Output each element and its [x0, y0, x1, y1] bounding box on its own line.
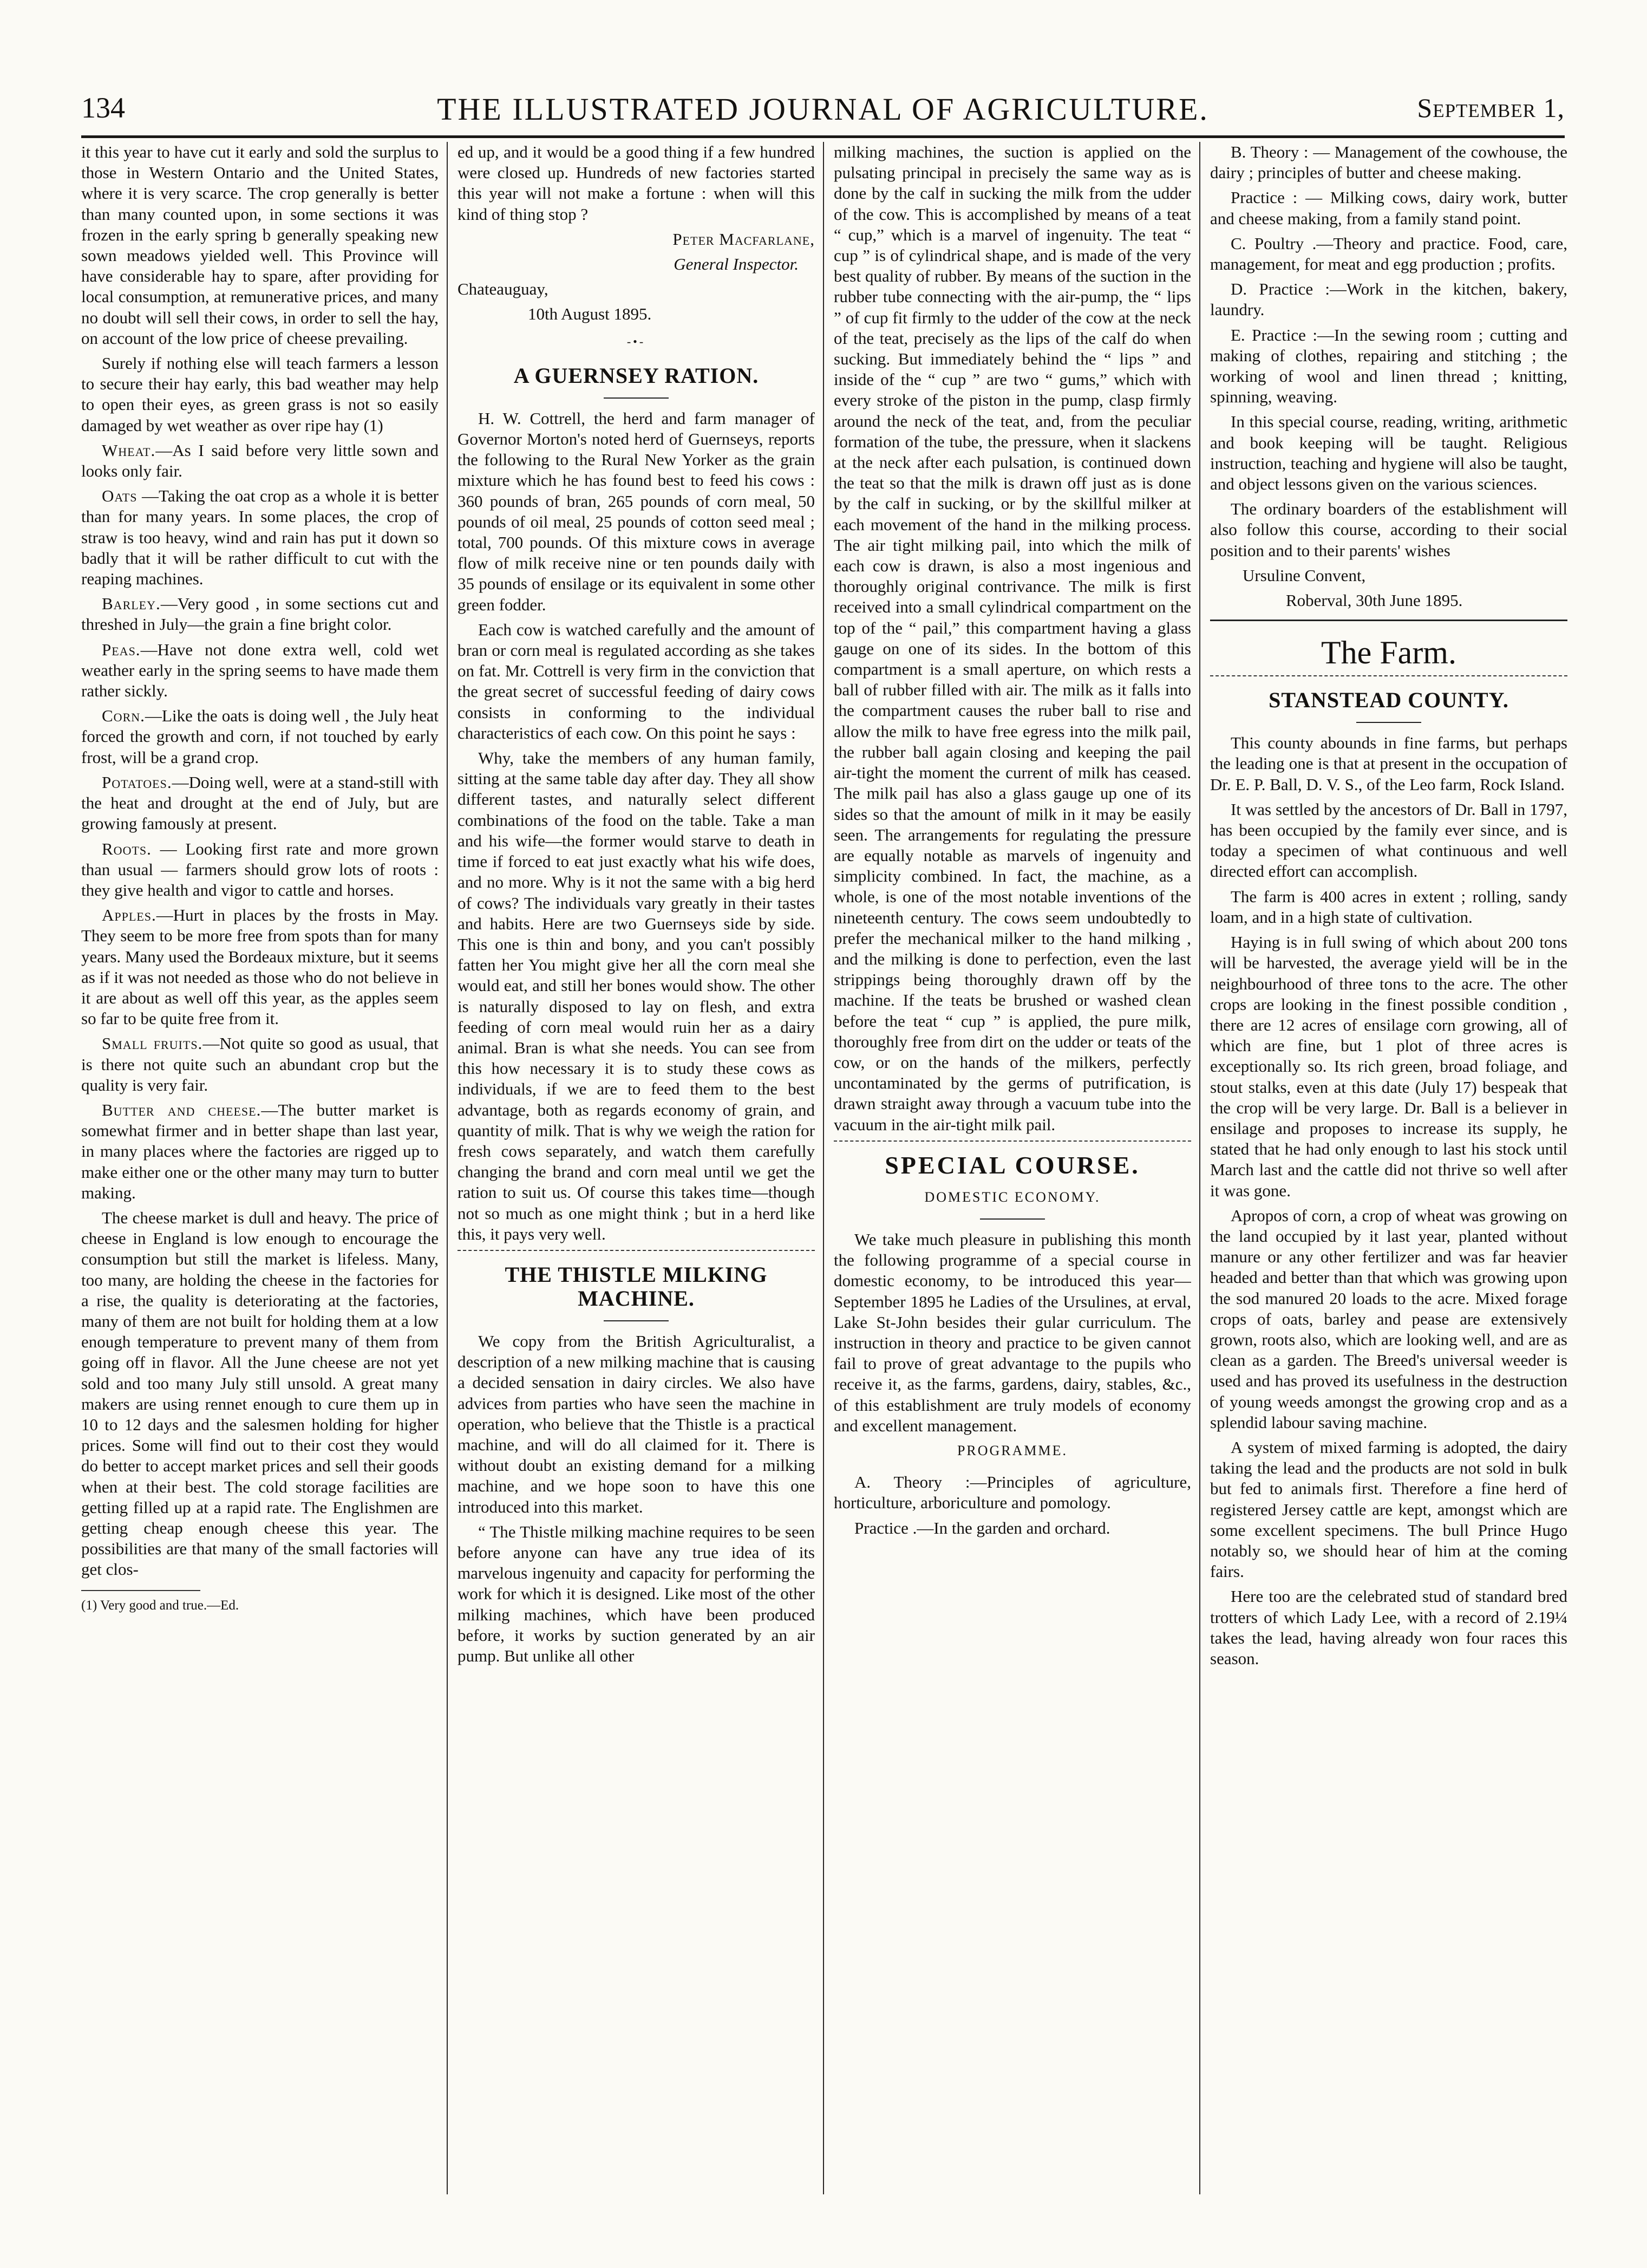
- crop-label: Wheat.: [102, 440, 156, 460]
- dateline-place: Chateauguay,: [458, 279, 548, 299]
- column-3: [834, 142, 1191, 2200]
- signature-place: Ursuline Convent,: [1243, 565, 1366, 585]
- paragraph: Surely if nothing else will teach farmers a lesson to secure their hay early, this bad weather may help to open their eyes, as green grass is not so easily damaged by wet weather as over ripe hay (1): [81, 354, 439, 435]
- separator-ornament: -•-: [626, 334, 646, 348]
- article-heading: THE THISTLE MILKING MACHINE.: [505, 1262, 768, 1311]
- crop-label: Potatoes.: [102, 772, 172, 792]
- crop-label: Small fruits.: [102, 1034, 203, 1053]
- crop-label: Peas.: [102, 640, 141, 659]
- section-heading: The Farm.: [1321, 635, 1456, 671]
- crop-label: Corn.: [102, 706, 145, 726]
- paragraph: This county abounds in fine farms, but perhaps the leading one is that at present in the occupation of Dr. E. P. Ball, D. V. S., of the Leo farm, Rock Island.: [1210, 733, 1567, 794]
- footnote: (1) Very good and true.—Ed.: [81, 1598, 239, 1613]
- paragraph: A system of mixed farming is adopted, the dairy taking the lead and the products are not sold in bulk but fed to animals first. Therefore a fine herd of registered Jersey cattle are kept, amongst which are some excellent specimens. The bull Prince Hugo notably so, we should hear of him at the coming fairs.: [1210, 1437, 1567, 1581]
- column-divider: [1199, 142, 1200, 2194]
- column-divider: [447, 142, 448, 2194]
- journal-title: THE ILLUSTRATED JOURNAL OF AGRICULTURE.: [437, 92, 1209, 127]
- crop-report-corn: [81, 706, 439, 768]
- section-separator: [1210, 675, 1567, 676]
- article-heading: A GUERNSEY RATION.: [513, 363, 759, 388]
- signature-name: Peter Macfarlane,: [672, 229, 815, 249]
- paragraph: Apropos of corn, a crop of wheat was growing on the land occupied by it last year, planted without manure or any other fertilizer and was far heavier headed and better than that which was growing upon the sod manured 20 loads to the acre. Mixed forage crops of oats, barley and pease are extensively grown, roots also, which are looking well, and are as clean as a garden. The Breed's universal weeder is used and has proved its usefulness in the destruction of young weeds amongst the growing crop and as a splendid labour saving machine.: [1210, 1205, 1567, 1432]
- paragraph: E. Practice :—In the sewing room ; cutting and making of clothes, repairing and stitching ; the working of wool and linen thread ; knitting, spinning, weaving.: [1210, 325, 1567, 407]
- paragraph: Practice .—In the garden and orchard.: [854, 1518, 1110, 1537]
- column-2: [458, 142, 815, 2200]
- paragraph: Each cow is watched carefully and the amount of bran or corn meal is regulated according as she takes on fat. Mr. Cottrell is very firm in the conviction that the great secret of successful feeding of dairy cows consists in conforming to the individual characteristics of each cow. On this point he says :: [458, 620, 815, 742]
- crop-text: —Have not done extra well, cold wet weather early in the spring seems to have made them rather sickly.: [81, 640, 439, 701]
- crop-text: —Very good , in some sections cut and threshed in July—the grain a fine bright color.: [81, 594, 439, 634]
- column-divider: [823, 142, 824, 2194]
- crop-text: — Looking first rate and more grown than usual — farmers should grow lots of roots : they give health and vigor to cattle and horses.: [81, 839, 439, 900]
- crop-label: Butter and cheese.: [102, 1100, 262, 1119]
- paragraph: D. Practice :—Work in the kitchen, bakery, laundry.: [1210, 279, 1567, 320]
- column-1: [81, 142, 439, 2200]
- crop-report-potatoes: [81, 772, 439, 835]
- section-rule: [1210, 620, 1567, 621]
- crop-label: Oats: [102, 486, 138, 506]
- crop-text: —Doing well, were at a stand-still with the heat and drought at the end of July, but are growing famously at present.: [81, 772, 439, 833]
- crop-report-apples: [81, 905, 439, 1029]
- heading-rule: [604, 397, 669, 399]
- crop-text: —Hurt in places by the frosts in May. They seem to be more free from spots than for many years. Many used the Bordeaux mixture, but it seems as if it was not needed as those who do not believe in it are about as well off this year, as the apples seem so far to be quite free from it.: [81, 905, 439, 1028]
- paragraph: B. Theory : — Management of the cowhouse, the dairy ; principles of butter and cheese making.: [1210, 142, 1567, 183]
- heading-rule: [980, 1218, 1045, 1220]
- column-4: [1210, 142, 1567, 2200]
- page-header: [81, 91, 1565, 134]
- section-separator: [458, 1250, 815, 1251]
- article-subheading: DOMESTIC ECONOMY.: [924, 1189, 1101, 1205]
- paragraph: It was settled by the ancestors of Dr. Ball in 1797, has been occupied by the family ever since, and is today a specimen of what continuous and well directed effort can accomplish.: [1210, 799, 1567, 881]
- paragraph: Why, take the members of any human family, sitting at the same table day after day. They all show different tastes, and naturally select different combinations of the food on the table. Take a man and his wife—the former would starve to death in time if forced to eat just exactly what his wife does, and no more. Why is it not the same with a big herd of cows? The individuals vary greatly in their tastes and habits. Here are two Guernseys side by side. This one is thin and bony, and you can't possibly fatten her You might give her all the corn meal she would eat, and still her bones would show. The other is naturally disposed to lay on flesh, and extra feeding of corn meal would ruin her as a dairy animal. Bran is what she needs. You can see from this how necessary it is to study these cows as individuals, if we are to feed them to the best advantage, both as regards economy of grain, and quantity of milk. That is why we weigh the ration for fresh cows separately, and watch them carefully changing the brand and corn meal until we get the ration to suit us. Of course this takes time—though not so much as one might think ; but in a herd like this, it pays very well.: [458, 748, 815, 1243]
- crop-label: Barley.: [102, 594, 161, 614]
- programme-heading: PROGRAMME.: [957, 1442, 1068, 1458]
- crop-report-barley: [81, 594, 439, 635]
- paragraph: In this special course, reading, writing, arithmetic and book keeping will be taught. Religious instruction, teaching and hygiene will also be taught, and object lessons given on the various sciences.: [1210, 412, 1567, 494]
- paragraph: C. Poultry .—Theory and practice. Food, care, management, for meat and egg production ; profits.: [1210, 233, 1567, 274]
- crop-report-wheat: [81, 440, 439, 481]
- issue-date: September 1,: [1417, 93, 1565, 123]
- paragraph: Here too are the celebrated stud of standard bred trotters of which Lady Lee, with a record of 2.19¼ takes the lead, having already won four races this season.: [1210, 1587, 1567, 1668]
- article-heading: STANSTEAD COUNTY.: [1269, 688, 1509, 713]
- crop-report-peas: [81, 640, 439, 702]
- crop-text: —As I said before very little sown and looks only fair.: [81, 440, 439, 481]
- paragraph: H. W. Cottrell, the herd and farm manager of Governor Morton's noted herd of Guernseys, reports the following to the Rural New Yorker as the grain mixture which he has found best to feed his cows : 360 pounds of bran, 265 pounds of corn meal, 50 pounds of oil meal, 25 pounds of cotton seed meal ; total, 700 pounds. Of this mixture cows in average flow of milk receive nine or ten pounds daily with 35 pounds of ensilage or its equivalent in some other green fodder.: [458, 408, 815, 614]
- crop-text: —Not quite so good as usual, that is there not quite such an abundant crop but the quality is very fair.: [81, 1034, 439, 1094]
- crop-label: Roots.: [102, 839, 152, 858]
- article-heading: SPECIAL COURSE.: [885, 1151, 1140, 1179]
- paragraph: Haying is in full swing of which about 200 tons will be harvested, the average yield will be in the neighbourhood of three tons to the acre. The other crops are looking in the finest possible condition , there are 12 acres of ensilage corn growing, all of which are fine, but 1 plot of three acres is exceptionally so. Its rich green, broad foliage, and stout stalks, even at this date (July 17) bespeak that the crop will be very large. Dr. Ball is a believer in ensilage and proposes to increase its supply, he stated that he had only enough to last his stock until March last and the cattle did not thrive so well after it was gone.: [1210, 933, 1567, 1200]
- crop-text: —Like the oats is doing well , the July heat forced the growth and corn, if not touched by early frost, will be a grand crop.: [81, 706, 439, 767]
- crop-text: —The butter market is somewhat firmer and in better shape than last year, in many places where the factories are rigged up to make either one or the other many may turn to butter making.: [81, 1100, 439, 1202]
- signature-title-text: General Inspector.: [674, 255, 799, 274]
- heading-rule: [1356, 722, 1421, 723]
- paragraph: We copy from the British Agriculturalist, a description of a new milking machine that is causing a decided sensation in dairy circles. We also have advices from parties who have seen the machine in operation, who believe that the Thistle is a practical machine, and will do all claimed for it. There is without doubt an existing demand for a milking machine, and we hope soon to have this one introduced into this market.: [458, 1331, 815, 1516]
- signature-title: [458, 254, 815, 275]
- header-rule: [81, 135, 1565, 138]
- crop-report-small-fruits: [81, 1033, 439, 1096]
- crop-label: Apples.: [102, 905, 156, 925]
- paragraph: “ The Thistle milking machine requires to be seen before anyone can have any true idea of its marvelous ingenuity and capacity for performing the work for which it is designed. Like most of the other milking machines, which have been produced before, it works by suction generated by an air pump. But unlike all other: [458, 1522, 815, 1665]
- paragraph: ed up, and it would be a good thing if a few hundred were closed up. Hundreds of new factories started this year will not make a fortune : when will this kind of thing stop ?: [458, 142, 815, 224]
- crop-text: —Taking the oat crop as a whole it is better than for many years. In some places, the crop of straw is too heavy, wind and rain has put it down so badly that it will be rather difficult to cut with the reaping machines.: [81, 486, 439, 589]
- signature-date: Roberval, 30th June 1895.: [1286, 591, 1463, 610]
- paragraph: A. Theory :—Principles of agriculture, horticulture, arboriculture and pomology.: [834, 1472, 1191, 1513]
- footnote-rule: [81, 1590, 200, 1591]
- crop-report-oats: [81, 486, 439, 589]
- paragraph: The farm is 400 acres in extent ; rolling, sandy loam, and in a high state of cultivation.: [1210, 887, 1567, 927]
- dateline-date: 10th August 1895.: [528, 304, 652, 324]
- page-number: 134: [81, 92, 125, 124]
- paragraph: The cheese market is dull and heavy. The price of cheese in England is low enough to encourage the consumption but still the market is lifeless. Many, too many, are holding the cheese in the factories for a rise, the quality is deteriorating at the factories, many of them are not built for holding them at a low enough temperature to prevent many of them from going off in flavor. All the June cheese are not yet sold and too many July still unsold. A great many makers are using rennet enough to cure them up in 10 to 12 days and the salesmen holding for higher prices. Some will find out to their cost they would do better to accept market prices and sell their goods when at their best. The cold storage facilities are getting filled up at a rapid rate. The Englishmen are getting cheap enough cheese this year. The possibilities are that many of the small factories will get clos-: [81, 1208, 439, 1579]
- paragraph: Practice : — Milking cows, dairy work, butter and cheese making, from a family stand point.: [1210, 188, 1567, 228]
- paragraph: it this year to have cut it early and sold the surplus to those in Western Ontario and the United States, where it is very scarce. The crop generally is better than many counted upon, in some sections it was frozen in the early spring b generally speaking new sown meadows yielded well. This Province will have considerable hay to spare, after providing for local consumption, at remunerative prices, and many no doubt will sell their cows, in order to sell the hay, on account of the low price of cheese prevailing.: [81, 142, 439, 348]
- crop-report-roots: [81, 839, 439, 901]
- paragraph: milking machines, the suction is applied on the pulsating principal in precisely the same way as is done by the calf in sucking the milk from the udder of the cow. This is accomplished by means of a teat “ cup,” which is a marvel of ingenuity. The teat “ cup ” is of cylindrical shape, and is made of the very best quality of rubber. By means of the suction in the rubber tube connecting with the air-pump, the “ lips ” of cup fit firmly to the udder of the cow at the neck of the teat, precisely as the lips of the calf do when sucking. But immediately behind the “ lips ” and inside of the “ cup ” are two “ gums,” which with every stroke of the piston in the pump, clasp firmly around the neck of the teat, and, from the peculiar formation of the tube, the pressure, when it slackens at the neck after each pulsation, is continued down the teat so that the milk is drawn off just as is done by the calf in sucking, or by the skillful milker at each movement of the hand in the milking process. The air tight milking pail, into which the milk of each cow is drawn, is also a most ingenious and thoroughly original contrivance. The milk is first received into a small cylindrical compartment on the top of the “ pail,” this compartment having a glass gauge on one of its sides. In the bottom of this compartment is a small aperture, on which rests a ball of rubber filled with air. The milk as it falls into the compartment causes the ruber ball to rise and allow the milk to have free egress into the milk pail, the rubber ball again closing and keeping the pail air-tight the moment the current of milk has ceased. The milk pail has also a glass gauge up one of its sides so that the amount of milk in it may be easily seen. The arrangements for regulating the pressure are equally notable as marvels of ingenuity and simplicity combined. In fact, the machine, as a whole, is one of the most notable inventions of the nineteenth century. The cows seem undoubtedly to prefer the mechanical milker to the hand milking , and the milking is done to perfection, even the last strippings being thoroughly drawn off by the machine. If the teats be brushed or washed clean before the teat “ cup ” is applied, the pure milk, thoroughly free from dirt on the udder or teats of the cow, or on the hands of the milkers, perfectly uncontaminated by the germs of putrification, is drawn straight away through a vacuum tube into the vacuum in the air-tight milk pail.: [834, 142, 1191, 1134]
- paragraph: The ordinary boarders of the establishment will also follow this course, according to their social position and to their parents' wishes: [1210, 499, 1567, 560]
- heading-rule: [604, 1320, 669, 1321]
- section-separator: [834, 1140, 1191, 1142]
- crop-report-butter-cheese: [81, 1100, 439, 1203]
- paragraph: We take much pleasure in publishing this month the following programme of a special course in domestic economy, to be introduced this year—September 1895 he Ladies of the Ursulines, at erval, Lake St-John besides their gular curriculum. The instruction in theory and practice to be given cannot fail to prove of great advantage to the pupils who receive it, as the farms, gardens, dairy, stables, &c., of this establishment are truly models of economy and excellent management.: [834, 1229, 1191, 1435]
